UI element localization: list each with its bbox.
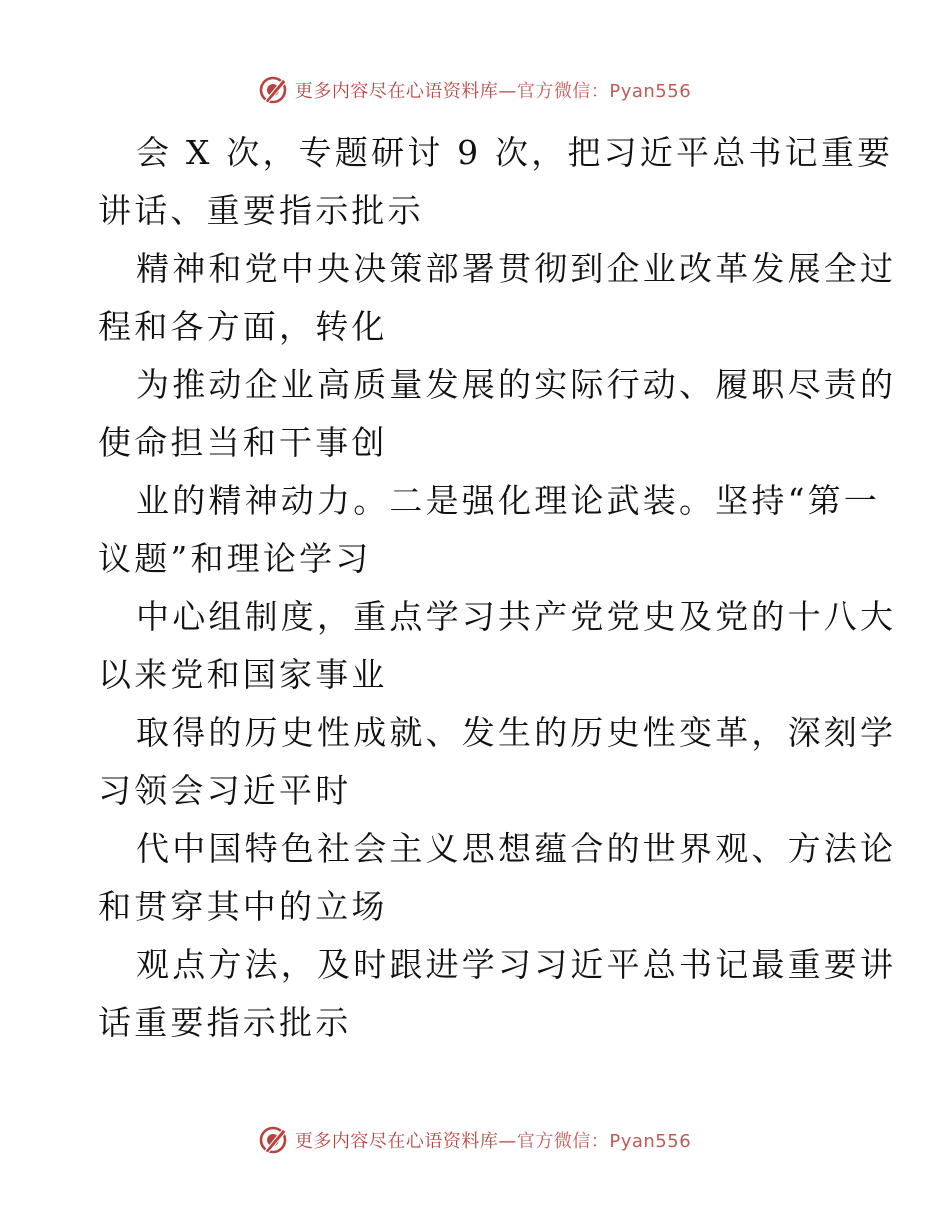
body-line: 取得的历史性成就、发生的历史性变革，深刻学 <box>136 713 897 752</box>
footer-banner <box>0 1120 950 1160</box>
body-line: 观点方法，及时跟进学习习近平总书记最重要讲 <box>136 945 897 984</box>
body-line: 和贯穿其中的立场 <box>98 887 388 926</box>
header-banner-wechat: 官方微信：Pyan556 <box>516 81 692 102</box>
body-line: 为推动企业高质量发展的实际行动、履职尽责的 <box>136 365 897 404</box>
footer-banner-text <box>295 1127 691 1153</box>
document-body <box>98 124 897 1052</box>
header-banner <box>0 70 950 110</box>
footer-banner-separator: — <box>498 1131 517 1152</box>
header-banner-text <box>295 77 691 103</box>
body-line: 讲话、重要指示批示 <box>98 191 424 230</box>
header-banner-main: 更多内容尽在心语资料库 <box>294 81 499 102</box>
body-line: 精神和党中央决策部署贯彻到企业改革发展全过 <box>136 249 897 288</box>
body-line: 使命担当和干事创 <box>98 423 388 462</box>
header-banner-separator: — <box>498 81 517 102</box>
body-line: 以来党和国家事业 <box>98 655 388 694</box>
body-line: 会 X 次，专题研讨 9 次，把习近平总书记重要 <box>136 133 894 172</box>
body-line: 程和各方面，转化 <box>98 307 388 346</box>
body-line: 议题”和理论学习 <box>98 539 372 578</box>
body-line: 中心组制度，重点学习共产党党史及党的十八大 <box>136 597 897 636</box>
body-line: 话重要指示批示 <box>98 1003 352 1042</box>
body-line: 习领会习近平时 <box>98 771 352 810</box>
footer-banner-main: 更多内容尽在心语资料库 <box>294 1131 499 1152</box>
body-line: 代中国特色社会主义思想蕴合的世界观、方法论 <box>136 829 897 868</box>
pen-logo-icon <box>259 1125 289 1155</box>
pen-logo-icon <box>259 75 289 105</box>
body-line: 业的精神动力。二是强化理论武装。坚持“第一 <box>136 481 881 520</box>
footer-banner-wechat: 官方微信：Pyan556 <box>516 1131 692 1152</box>
